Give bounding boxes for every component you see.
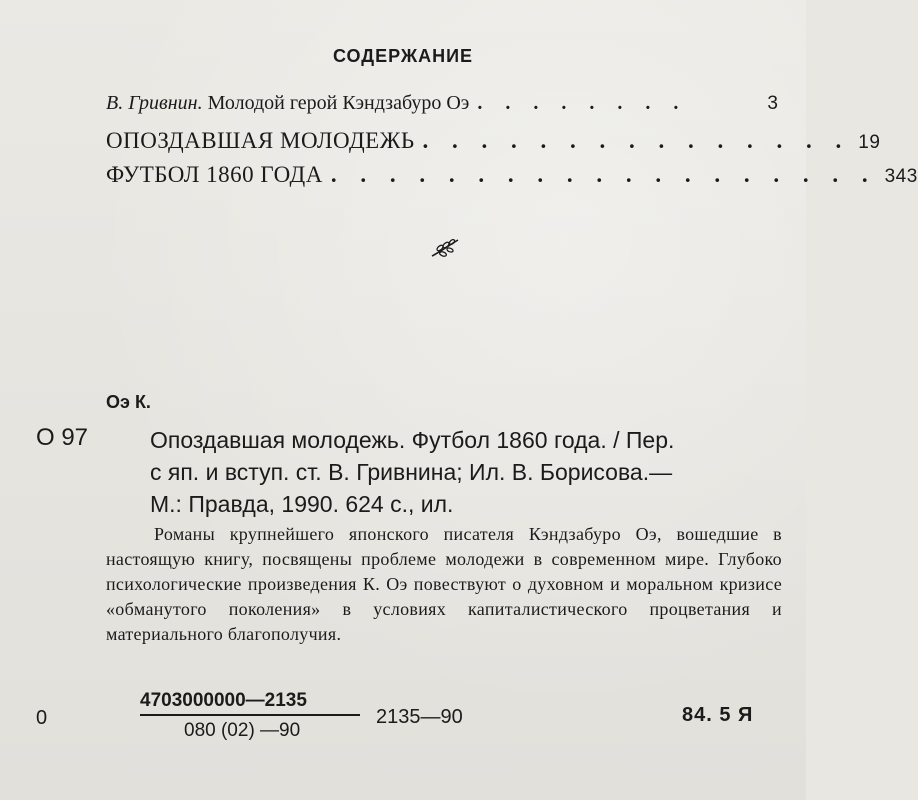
toc-leader-dots: . . . . . . . . . . . . . . . . . . .	[330, 162, 877, 187]
toc-page-number: 19	[858, 132, 881, 153]
catalog-index-fraction	[140, 690, 360, 742]
bbk-code: 84. 5 Я	[682, 704, 754, 726]
toc-page-number: 343	[884, 166, 918, 187]
annotation-text: Романы крупнейшего японского писателя Кэндзабуро Оэ, вошедшие в настоящую книгу, посвящены проблеме молодежи в современном мире. Глубоко психологические произведения К. Оэ повествуют о духовном и моральном кризисе «обманутого поколения» в условиях капиталистического процветания и материального благополучия.	[106, 524, 782, 644]
biblio-line: Опоздавшая молодежь. Футбол 1860 года. / Пер.	[150, 427, 675, 453]
catalog-author-heading: Оэ К.	[106, 392, 151, 412]
bibliographic-description	[150, 424, 778, 520]
toc-entry-intro	[106, 92, 778, 115]
toc-leader-dots: . . . . . . . . . . . . . . .	[422, 128, 851, 153]
toc-leader-dots: . . . . . . . .	[477, 92, 688, 114]
biblio-line: с яп. и вступ. ст. В. Гривнина; Ил. В. Борисова.—	[150, 459, 673, 485]
book-annotation	[106, 522, 782, 647]
toc-entry-title: ОПОЗДАВШАЯ МОЛОДЕЖЬ	[106, 128, 415, 153]
toc-entry-novel-2	[106, 162, 918, 188]
catalog-class-code: О 97	[36, 424, 89, 451]
leaf-ornament-icon	[428, 236, 462, 260]
toc-entry-author: В. Гривнин.	[106, 92, 203, 114]
fraction-denominator: 080 (02) —90	[184, 720, 301, 741]
toc-entry-title: Молодой герой Кэндзабуро Оэ	[207, 92, 470, 114]
biblio-line: М.: Правда, 1990. 624 с., ил.	[150, 491, 454, 517]
toc-heading: СОДЕРЖАНИЕ	[332, 46, 474, 66]
fraction-numerator: 4703000000—2135	[140, 690, 360, 716]
toc-page-number: 3	[767, 93, 778, 114]
catalog-index-suffix: 2135—90	[376, 706, 463, 728]
toc-entry-title: ФУТБОЛ 1860 ГОДА	[106, 162, 323, 187]
catalog-code-zero: 0	[36, 707, 48, 729]
toc-entry-novel-1	[106, 128, 881, 154]
